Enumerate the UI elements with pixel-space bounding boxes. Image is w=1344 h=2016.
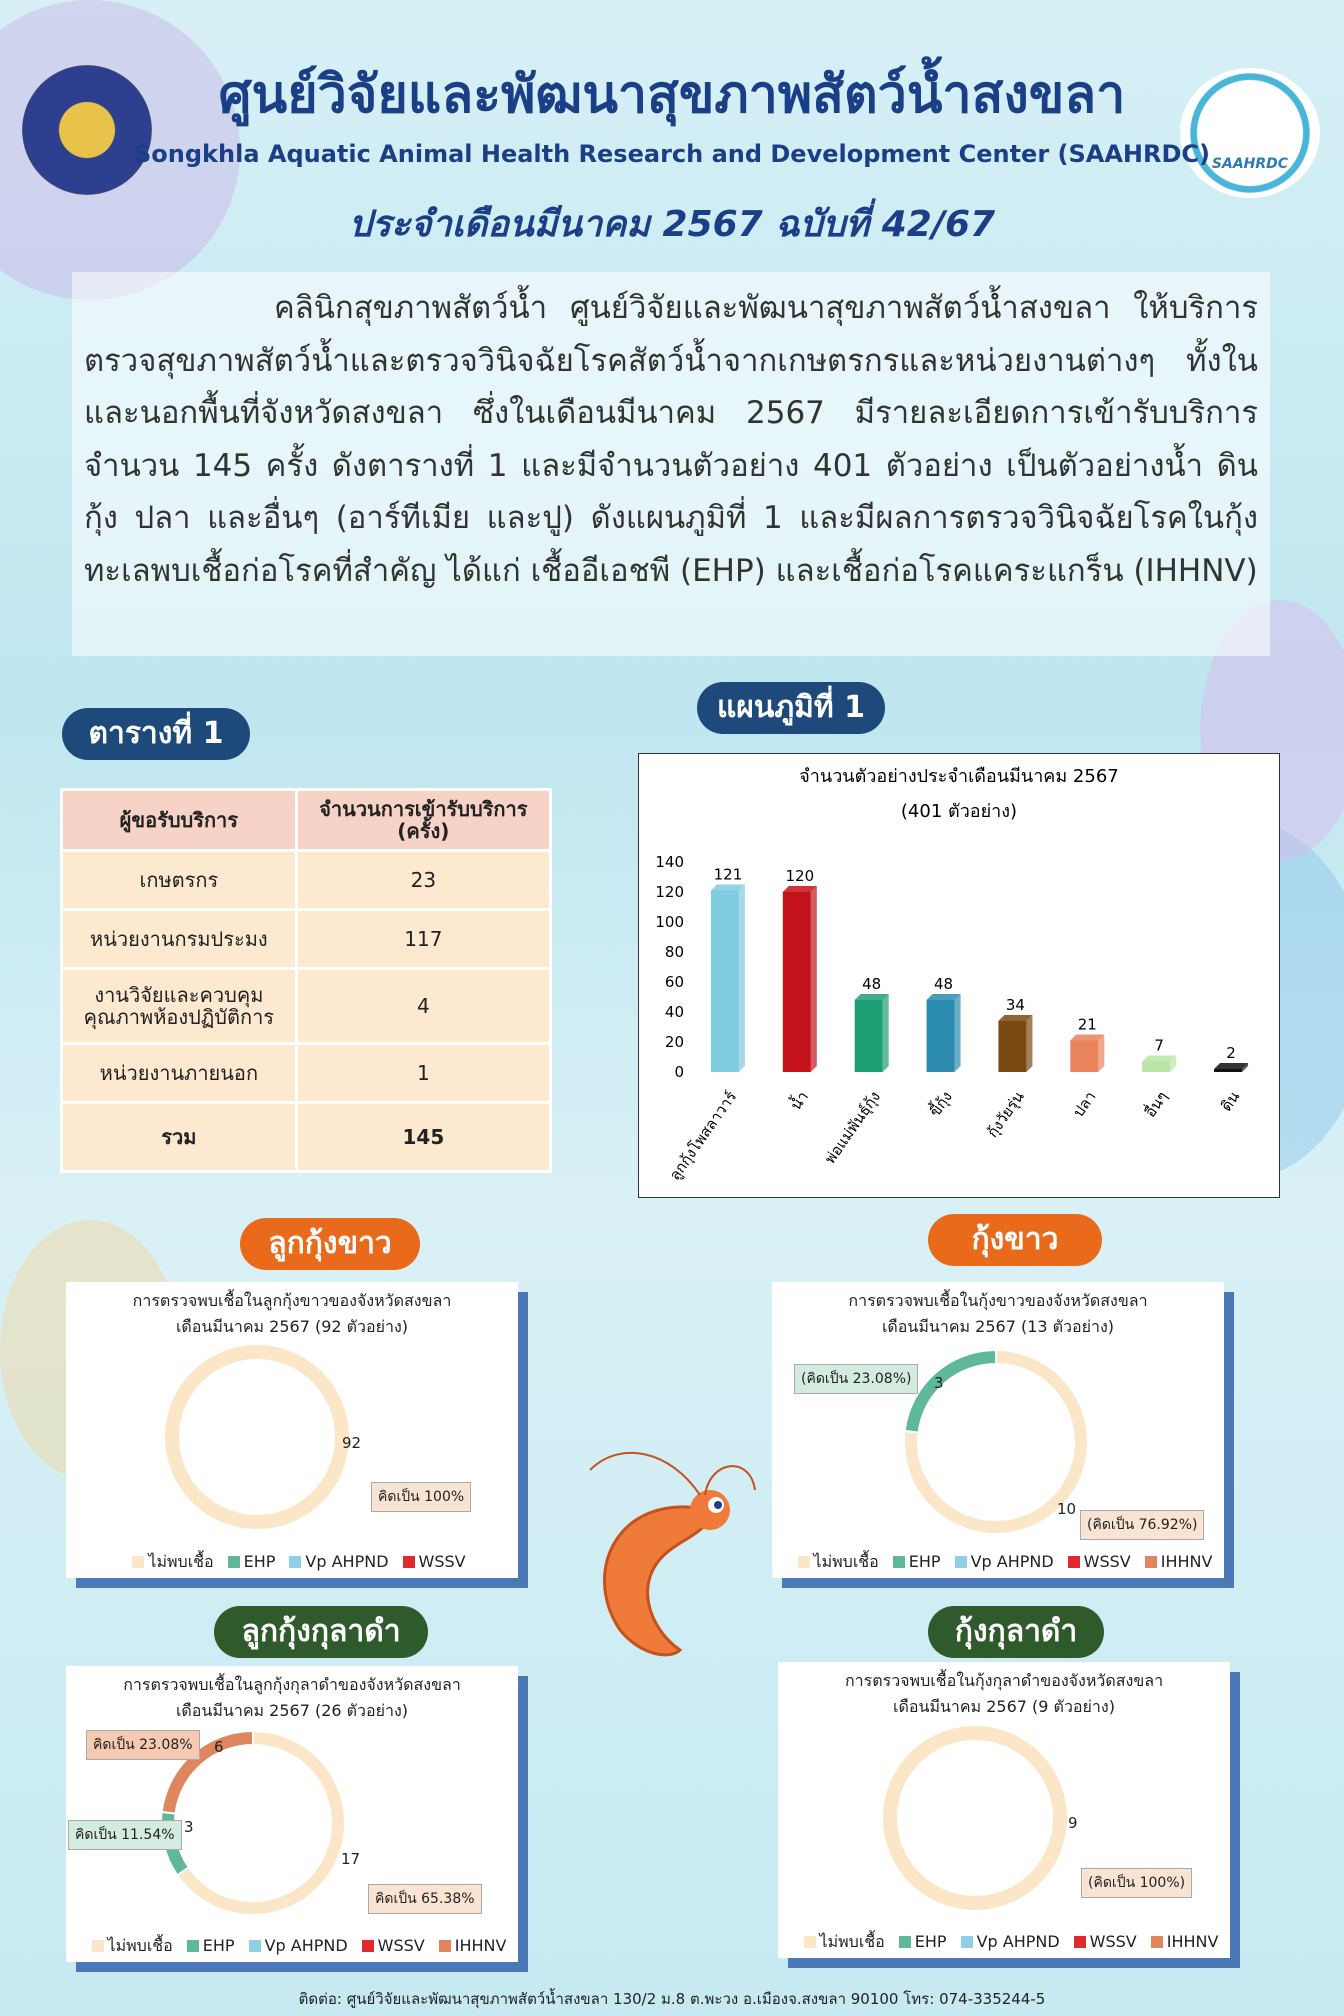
y-tick-label: 0 [674,1063,684,1081]
bar-top [1214,1063,1248,1069]
table-cell: งานวิจัยและควบคุมคุณภาพห้องปฏิบัติการ [62,969,297,1044]
bar-value-label: 21 [1077,1015,1097,1034]
donut-subtitle: เดือนมีนาคม 2567 (13 ตัวอย่าง) [881,1317,1115,1336]
legend-label: Vp AHPND [976,1932,1060,1951]
table-row [62,910,551,969]
donut2-label: กุ้งขาว [928,1214,1102,1266]
legend-swatch [1151,1936,1163,1948]
donut-percent-tag: (คิดเป็น 23.08%) [794,1364,918,1394]
legend-swatch [403,1556,415,1568]
legend-label: WSSV [377,1936,425,1955]
bar-top [1142,1056,1176,1062]
x-tick-label: น้ำ [786,1087,813,1114]
legend-label: IHHNV [1160,1552,1213,1571]
donut-percent-tag: คิดเป็น 23.08% [86,1730,200,1760]
chart-title: จำนวนตัวอย่างประจำเดือนมีนาคม 2567 [799,766,1119,787]
table-row [62,969,551,1044]
bar [998,1021,1026,1072]
footer-contact: ติดต่อ: ศูนย์วิจัยและพัฒนาสุขภาพสัตว์น้ำสงขลา 130/2 ม.8 ต.พะวง อ.เมืองจ.สงขลา 90100 โทร: 074-335244-5 [298,1990,1046,2008]
donut-value-label: 17 [341,1850,361,1868]
bar [711,891,739,1073]
donut-value-label: 6 [214,1738,224,1756]
donut-value-label: 3 [934,1374,944,1392]
donut3-label: ลูกกุ้งกุลาดำ [214,1606,428,1658]
bar-value-label: 7 [1154,1036,1164,1055]
donut-percent-tag: (คิดเป็น 76.92%) [1080,1510,1204,1540]
bar [927,1000,955,1072]
bar-chart-card [638,753,1280,1198]
table-cell: หน่วยงานภายนอก [62,1044,297,1103]
table-cell: 23 [296,851,550,910]
table-cell: เกษตรกร [62,851,297,910]
service-table [60,788,552,1173]
table-cell: 1 [296,1044,550,1103]
donut-chart [66,1282,518,1578]
bar [1214,1069,1242,1072]
legend-label: EHP [202,1936,235,1955]
bar-top [855,994,889,1000]
donut-value-label: 9 [1068,1814,1078,1832]
legend-label: IHHNV [1166,1932,1219,1951]
legend-swatch [132,1556,144,1568]
bar-value-label: 48 [934,975,954,993]
legend-swatch [439,1940,451,1952]
y-tick-label: 60 [664,973,684,991]
x-tick-label: ขี้กุ้ง [925,1087,956,1121]
y-tick-label: 120 [655,883,684,901]
legend-label: WSSV [418,1552,466,1571]
table-cell: 117 [296,910,550,969]
legend-swatch [187,1940,199,1952]
donut-title: การตรวจพบเชื้อในลูกกุ้งกุลาดำของจังหวัดสงขลา [123,1675,461,1694]
bar-side [1098,1035,1104,1073]
table-cell: 145 [296,1103,550,1172]
donut-legend [772,1550,1224,1575]
legend-swatch [362,1940,374,1952]
legend-swatch [92,1940,104,1952]
donut-card-pl-black-tiger [66,1666,518,1962]
legend-label: EHP [914,1932,947,1951]
table-header: ผู้ขอรับบริการ [62,790,297,851]
legend-label: ไม่พบเชื้อ [819,1932,885,1951]
y-tick-label: 20 [664,1033,684,1051]
legend-label: Vp AHPND [264,1936,348,1955]
legend-label: ไม่พบเชื้อ [107,1936,173,1955]
issue-label: ประจำเดือนมีนาคม 2567 ฉบับที่ 42/67 [348,204,996,245]
bar-top [711,885,745,891]
legend-swatch [899,1936,911,1948]
bar-top [783,886,817,892]
legend-swatch [1145,1556,1157,1568]
bar-top [1070,1035,1104,1041]
legend-label: EHP [908,1552,941,1571]
table-row [62,851,551,910]
table-cell: 4 [296,969,550,1044]
donut-legend [66,1934,518,1959]
table-header: จำนวนการเข้ารับบริการ (ครั้ง) [296,790,550,851]
donut-percent-tag: คิดเป็น 100% [371,1482,471,1512]
donut-card-black-tiger [778,1662,1230,1958]
donut-value-label: 10 [1057,1500,1077,1518]
legend-swatch [1074,1936,1086,1948]
legend-label: ไม่พบเชื้อ [148,1552,214,1571]
page-title: ศูนย์วิจัยและพัฒนาสุขภาพสัตว์น้ำสงขลา [218,65,1126,125]
bar-value-label: 121 [713,865,743,884]
legend-swatch [228,1556,240,1568]
donut-chart [778,1662,1230,1958]
legend-label: WSSV [1089,1932,1137,1951]
donut-subtitle: เดือนมีนาคม 2567 (26 ตัวอย่าง) [175,1701,409,1720]
donut-title: การตรวจพบเชื้อในลูกกุ้งขาวของจังหวัดสงขลา [132,1291,452,1310]
donut-legend [66,1550,518,1575]
legend-swatch [804,1936,816,1948]
x-tick-label: พ่อแม่พันธุ์กุ้ง [820,1087,884,1168]
bar-top [927,994,961,1000]
bar-value-label: 120 [785,867,815,885]
legend-label: Vp AHPND [970,1552,1054,1571]
saahrdc-logo-text: SAAHRDC [1211,156,1289,172]
donut-percent-tag: (คิดเป็น 100%) [1081,1868,1192,1898]
donut-subtitle: เดือนมีนาคม 2567 (92 ตัวอย่าง) [175,1317,409,1336]
x-tick-label: ดิน [1217,1087,1244,1115]
page-subtitle: Songkhla Aquatic Animal Health Research and Development Center (SAAHRDC) [134,140,1210,168]
donut1-label: ลูกกุ้งขาว [240,1218,420,1270]
donut-subtitle: เดือนมีนาคม 2567 (9 ตัวอย่าง) [893,1697,1115,1716]
bar [855,1000,883,1072]
legend-swatch [249,1940,261,1952]
donut-title: การตรวจพบเชื้อในกุ้งกุลาดำของจังหวัดสงขลา [844,1671,1164,1690]
table-cell: รวม [62,1103,297,1172]
donut-card-pl-white-shrimp [66,1282,518,1578]
y-tick-label: 80 [664,943,684,961]
bar-chart [639,754,1279,1197]
bar-side [1026,1015,1032,1072]
donut-percent-tag: คิดเป็น 65.38% [368,1884,482,1914]
legend-swatch [798,1556,810,1568]
donut-value-label: 3 [184,1818,194,1836]
intro-paragraph: คลินิกสุขภาพสัตว์น้ำ ศูนย์วิจัยและพัฒนาสุขภาพสัตว์น้ำสงขลา ให้บริการตรวจสุขภาพสัตว์น้ำและตรวจวินิจฉัยโรคสัตว์น้ำจากเกษตรกรและหน่วยงานต่างๆ ทั้งในและนอกพื้นที่จังหวัดสงขลา ซึ่งในเดือนมีนาคม 2567 มีรายละเอียดการเข้ารับบริการจำนวน 145 ครั้ง ดังตารางที่ 1 และมีจำนวนตัวอย่าง 401 ตัวอย่าง เป็นตัวอย่างน้ำ ดิน กุ้ง ปลา และอื่นๆ (อาร์ทีเมีย และปู) ดังแผนภูมิที่ 1 และมีผลการตรวจวินิจฉัยโรคในกุ้งทะเลพบเชื้อก่อโรคที่สำคัญ ได้แก่ เชื้ออีเอชพี (EHP) และเชื้อก่อโรคแคระแกร็น (IHHNV) [72,272,1270,656]
bar [783,892,811,1072]
donut-percent-tag: คิดเป็น 11.54% [68,1820,182,1850]
table1-label: ตารางที่ 1 [62,708,250,760]
donut-legend [778,1930,1230,1955]
bar-top [998,1015,1032,1021]
legend-label: EHP [243,1552,276,1571]
shrimp-illustration [560,1450,760,1680]
legend-swatch [289,1556,301,1568]
donut4-label: กุ้งกุลาดำ [928,1606,1104,1658]
bar-value-label: 2 [1226,1044,1236,1062]
x-tick-label: กุ้งวัยรุ่น [983,1087,1028,1141]
donut-slice [890,1733,1060,1903]
chart-subtitle: (401 ตัวอย่าง) [900,801,1018,822]
y-tick-label: 100 [655,913,684,931]
legend-label: WSSV [1083,1552,1131,1571]
donut-card-white-shrimp [772,1282,1224,1578]
x-tick-label: ปลา [1069,1087,1100,1121]
legend-swatch [1068,1556,1080,1568]
x-tick-label: อื่นๆ [1141,1087,1172,1121]
legend-swatch [961,1936,973,1948]
legend-label: ไม่พบเชื้อ [813,1552,879,1571]
donut-chart [66,1666,518,1962]
bar-value-label: 48 [862,975,882,993]
donut-slice [172,1352,342,1522]
bar-side [811,886,817,1072]
legend-swatch [955,1556,967,1568]
chart1-label: แผนภูมิที่ 1 [697,682,885,734]
table-cell: หน่วยงานกรมประมง [62,910,297,969]
bar-side [739,885,745,1073]
legend-label: Vp AHPND [305,1552,389,1571]
donut-title: การตรวจพบเชื้อในกุ้งขาวของจังหวัดสงขลา [848,1291,1148,1310]
table-total-row [62,1103,551,1172]
bar [1142,1062,1170,1073]
bar-side [955,994,961,1072]
table-row [62,1044,551,1103]
bar-value-label: 34 [1005,996,1025,1014]
legend-swatch [893,1556,905,1568]
x-tick-label: ลูกกุ้งโพสลาวาร์ [665,1087,741,1184]
legend-label: IHHNV [454,1936,507,1955]
bar-side [883,994,889,1072]
bar [1070,1041,1098,1073]
y-tick-label: 140 [655,853,684,871]
y-tick-label: 40 [664,1003,684,1021]
donut-value-label: 92 [342,1434,362,1452]
